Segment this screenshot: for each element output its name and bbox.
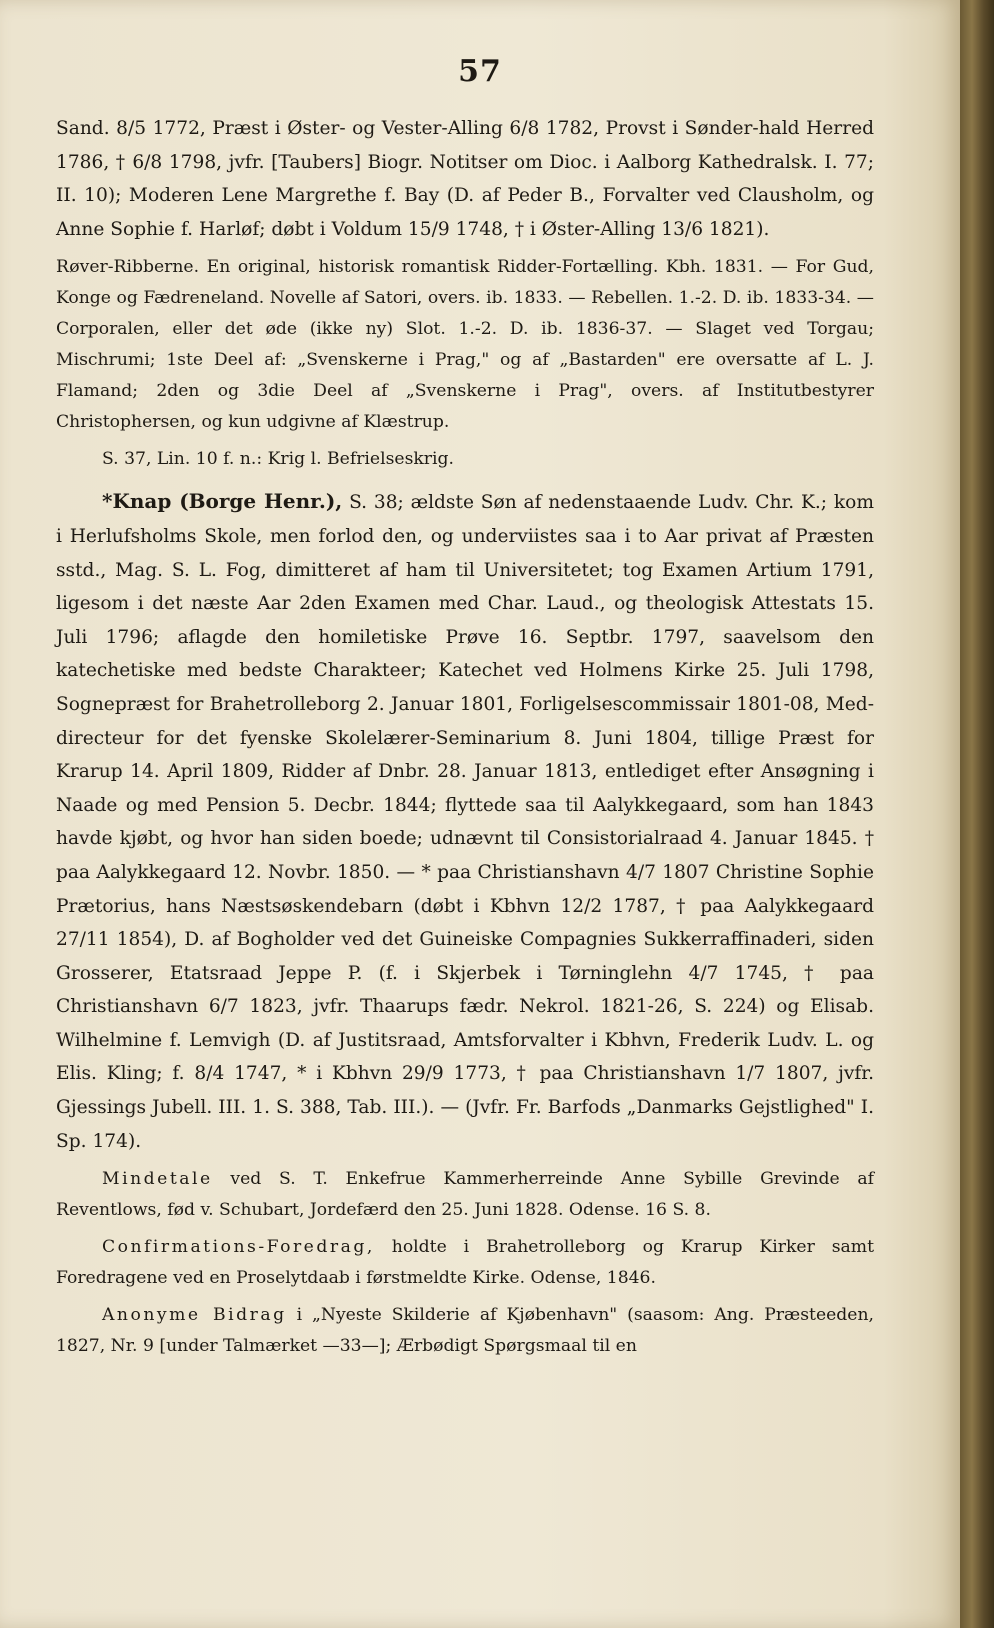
parent-reference-text: Sand. 8/5 1772, Præst i Øster- og Vester-Alling 6/8 1782, Provst i Sønder-hald Herred 1786, † 6/8 1798, jvfr. [Taubers] Biogr. Notitser om Dioc. i Aalborg Kathedralsk. I. 77; II. 10); Moderen Lene Margrethe f. Bay (D. af Peder B., Forvalter ved Clausholm, og Anne Sophie f. Harløf; døbt i Voldum 15/9 1748, † i Øster-Alling 13/6 1821). — [56, 118, 874, 240]
work-item-3 — [56, 1300, 874, 1362]
work-item-2-title: Confirmations-Foredrag, — [102, 1237, 375, 1258]
page-number: 57 — [458, 54, 502, 89]
work-item-1-title: Mindetale — [102, 1169, 213, 1190]
entry-body: S. 38; ældste Søn af nedenstaaende Ludv. Chr. K.; kom i Herlufsholms Skole, men forlod den, og underviistes saa i to Aar privat af Præsten sstd., Mag. S. L. Fog, dimitteret af ham til Universitetet; tog Examen Artium 1791, ligesom i det næste Aar 2den Examen med Char. Laud., og theologisk Attestats 15. Juli 1796; aflagde den homiletiske Prøve 16. Septbr. 1797, saavelsom den katechetiske med bedste Charakteer; Katechet ved Holmens Kirke 25. Juli 1798, Sognepræst for Brahetrolleborg 2. Januar 1801, Forligelsescommissair 1801-08, Med-directeur for det fyenske Skolelærer-Seminarium 8. Juni 1804, tillige Præst for Krarup 14. April 1809, Ridder af Dnbr. 28. Januar 1813, entlediget efter Ansøgning i Naade og med Pension 5. Decbr. 1844; flyttede saa til Aalykkegaard, som han 1843 havde kjøbt, og hvor han siden boede; udnævnt til Consistorialraad 4. Januar 1845. † paa Aalykkegaard 12. Novbr. 1850. — * paa Christianshavn 4/7 1807 Christine Sophie Prætorius, hans Næstsøskendebarn (døbt i Kbhvn 12/2 1787, † paa Aalykkegaard 27/11 1854), D. af Bogholder ved det Guineiske Compagnies Sukkerraffinaderi, siden Grosserer, Etatsraad Jeppe P. (f. i Skjerbek i Tørninglehn 4/7 1745, † paa Christianshavn 6/7 1823, jvfr. Thaarups fædr. Nekrol. 1821-26, S. 224) og Elisab. Wilhelmine f. Lemvigh (D. af Justitsraad, Amtsforvalter i Kbhvn, Frederik Ludv. L. og Elis. Kling; f. 8/4 1747, * i Kbhvn 29/9 1773, † paa Christianshavn 1/7 1807, jvfr. Gjessings Jubell. III. 1. S. 388, Tab. III.). — (Jvfr. Fr. Barfods „Danmarks Gejstlighed" I. Sp. 174). — [56, 492, 874, 1152]
work-item-3-text: i „Nyeste Skilderie af Kjøbenhavn" (saasom: Ang. Præsteeden, 1827, Nr. 9 [under Talmærket —33—]; Ærbødigt Spørgsmaal til en — [56, 1305, 874, 1357]
work-item-2-text: holdte i Brahetrolleborg og Krarup Kirker samt Foredragene ved en Proselytdaab i førstmeldte Kirke. Odense, 1846. — [56, 1237, 874, 1289]
work-item-1 — [56, 1164, 874, 1226]
work-item-2 — [56, 1232, 874, 1294]
entry-heading: *Knap (Borge Henr.), — [102, 489, 343, 514]
errata-note: S. 37, Lin. 10 f. n.: Krig l. Befrielseskrig. — [102, 449, 454, 470]
works-list: Røver-Ribberne. En original, historisk romantisk Ridder-Fortælling. Kbh. 1831. — For Gud, Konge og Fædreneland. Novelle af Satori, overs. ib. 1833. — Rebellen. 1.-2. D. ib. 1833-34. — Corporalen, eller det øde (ikke ny) Slot. 1.-2. D. ib. 1836-37. — Slaget ved Torgau; Mischrumi; 1ste Deel af: „Svenskerne i Prag," og af „Bastarden" ere oversatte af L. J. Flamand; 2den og 3die Deel af „Svenskerne i Prag", overs. af Institutbestyrer Christophersen, og kun udgivne af Klæstrup. — [56, 257, 874, 433]
work-item-1-text: ved S. T. Enkefrue Kammerherreinde Anne Sybille Grevinde af Reventlows, fød v. Schubart, Jordefærd den 25. Juni 1828. Odense. 16 S. 8. — [56, 1169, 874, 1221]
book-spine — [960, 0, 994, 1628]
work-item-3-title: Anonyme Bidrag — [102, 1305, 287, 1326]
biography-entry — [56, 485, 874, 1158]
page-content — [56, 112, 874, 1362]
